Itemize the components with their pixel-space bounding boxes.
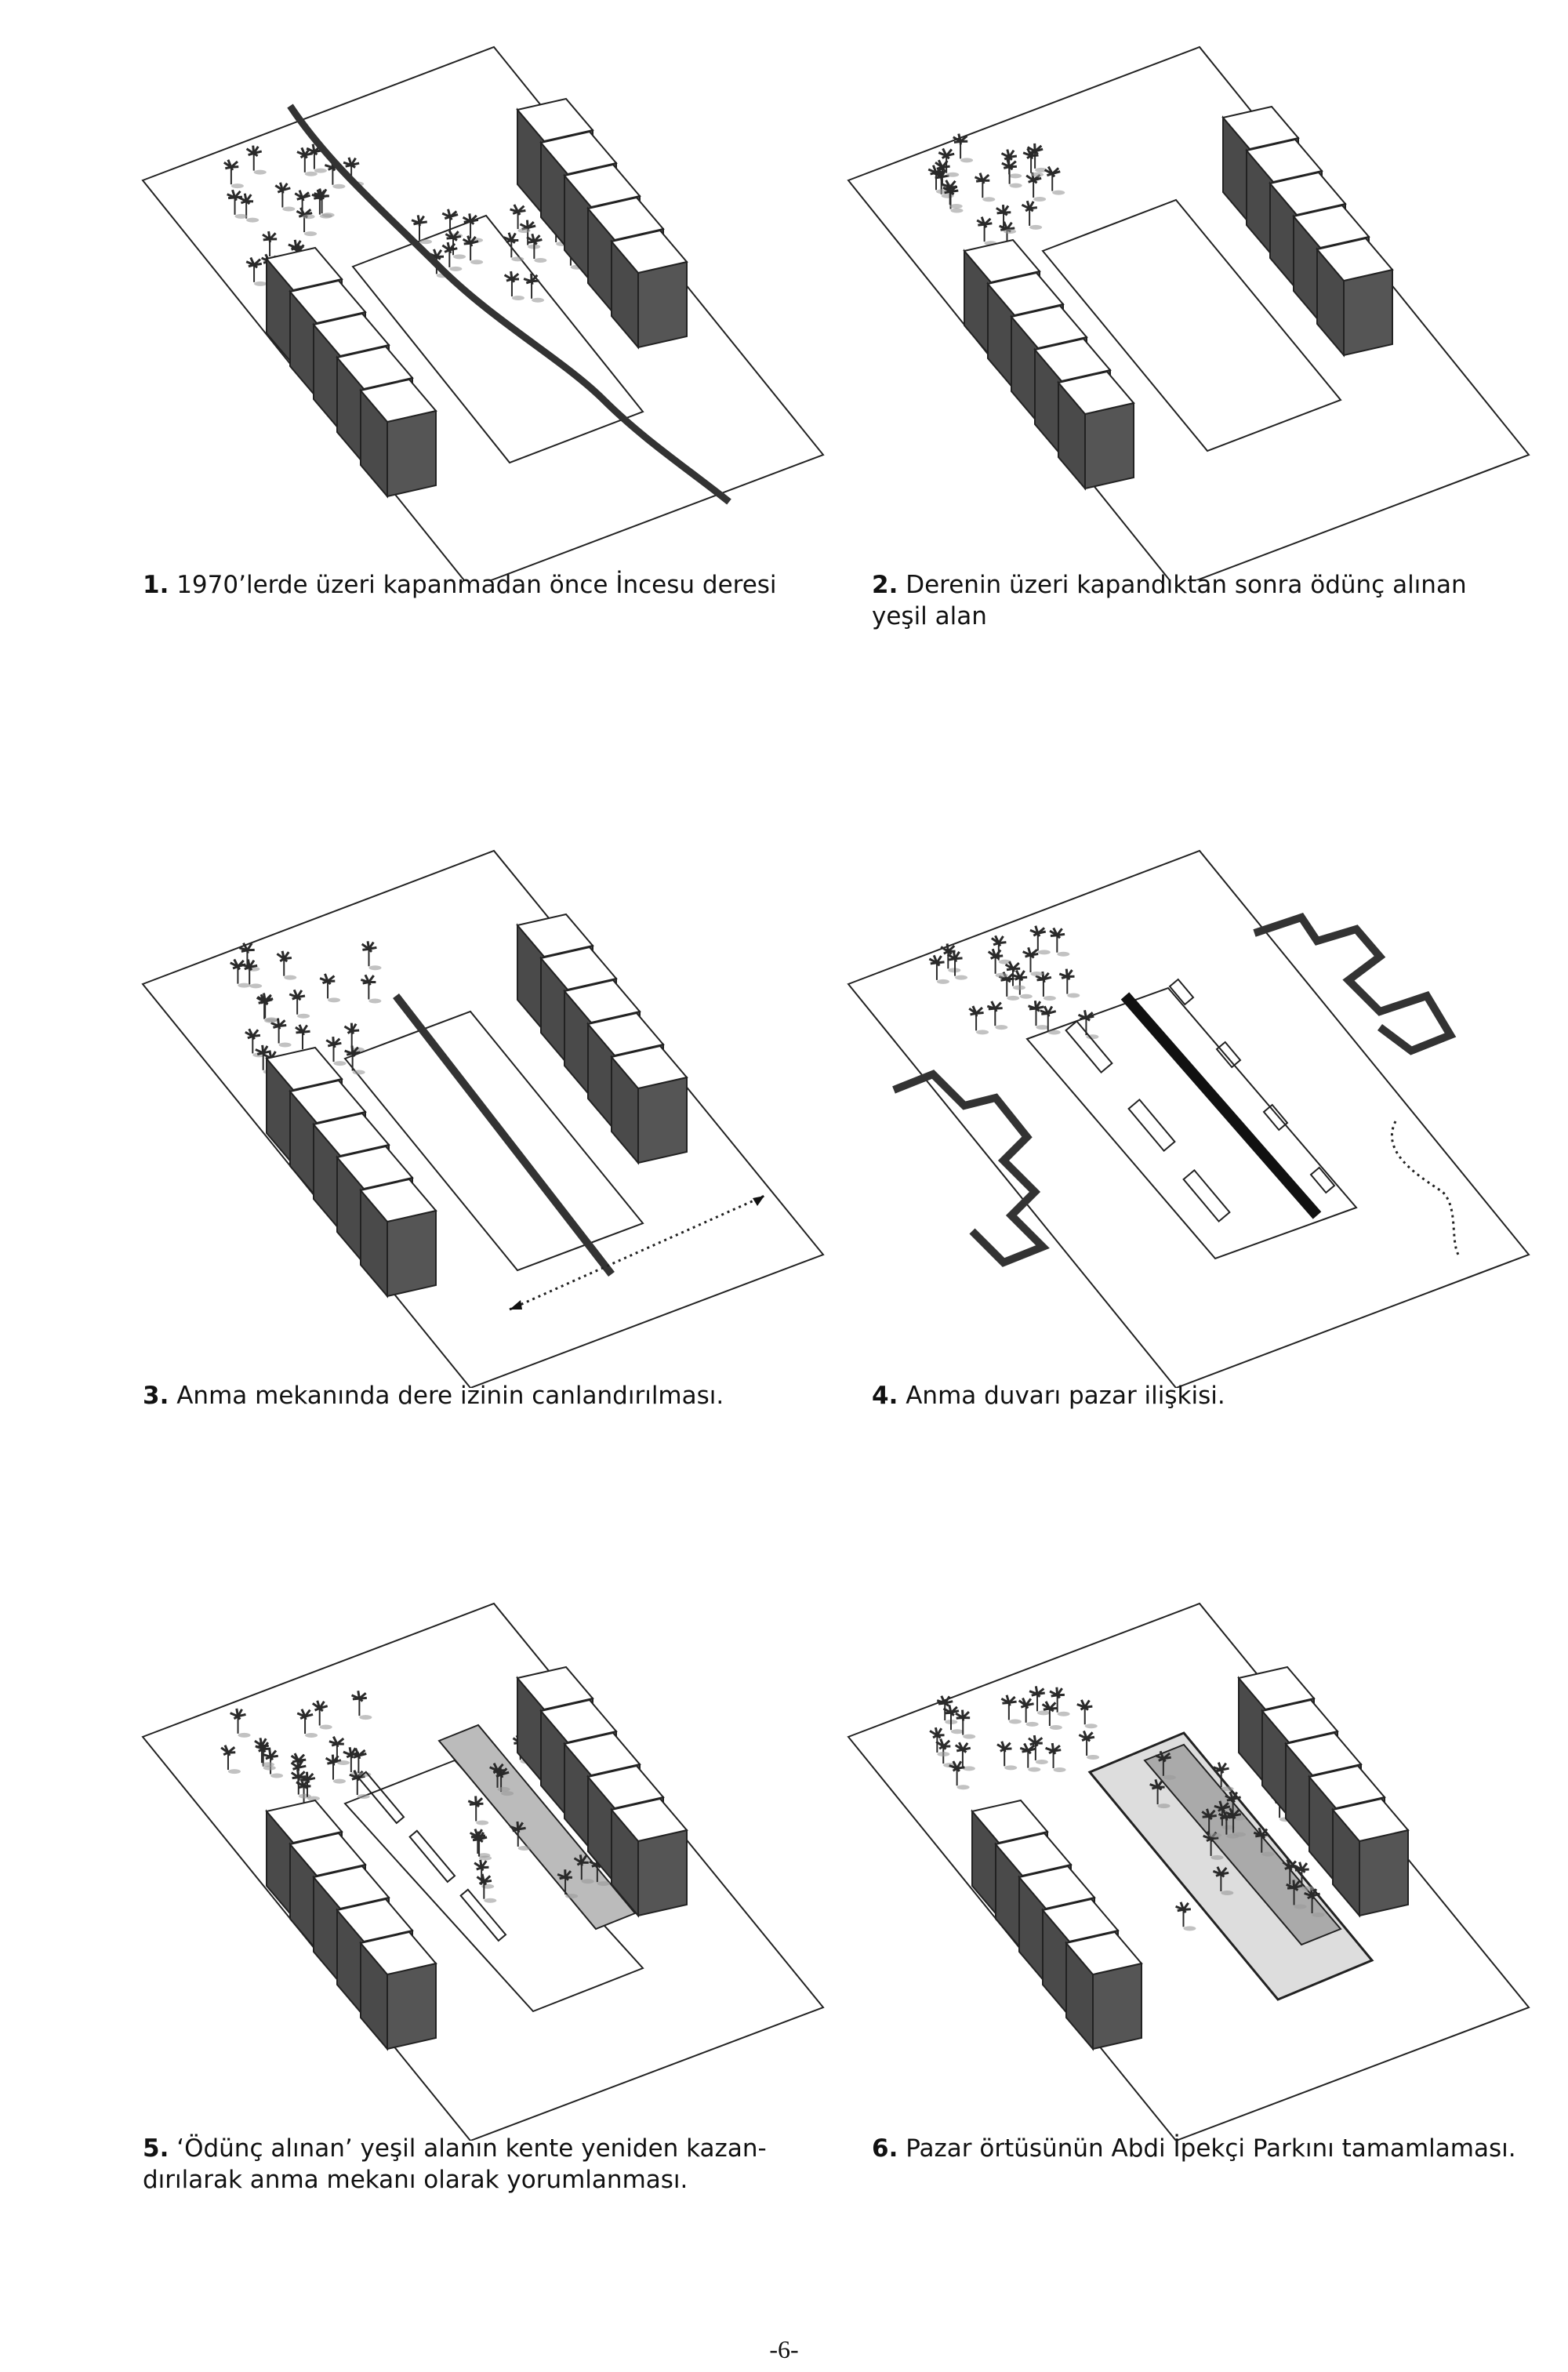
tree-icon [221, 1745, 241, 1774]
tree-icon [969, 1006, 989, 1034]
buildings-southwest [972, 1800, 1142, 2049]
tree-icon [352, 1691, 372, 1720]
tree-icon [362, 941, 382, 970]
tree-icon [1001, 1695, 1022, 1724]
tree-icon [1030, 926, 1051, 955]
building-footprints [894, 917, 1450, 1262]
tree-icon [944, 1705, 964, 1734]
tree-icon [296, 208, 317, 236]
tree-icon [361, 975, 381, 1003]
tree-icon [289, 990, 310, 1018]
site-outline [143, 1604, 823, 2141]
tree-icon [949, 1761, 970, 1789]
trees-north [221, 1691, 372, 1807]
tree-icon [977, 217, 996, 246]
diagram-1-incesu-river [125, 31, 862, 580]
building-block [1058, 372, 1134, 489]
tree-icon [247, 146, 267, 175]
tree-icon [230, 1709, 251, 1738]
tree-icon [992, 935, 1011, 964]
tree-icon [1012, 970, 1033, 998]
tree-icon [1079, 1731, 1099, 1760]
building-block [361, 1179, 436, 1296]
tree-icon [326, 1755, 346, 1784]
diagram-1-drawing [125, 31, 862, 580]
caption-6: 6. Pazar örtüsünün Abdi İpekçi Parkını tamamlaması. [872, 2134, 1516, 2163]
tree-icon [314, 189, 335, 218]
buildings-northeast [517, 914, 687, 1163]
tree-icon [948, 951, 967, 980]
diagram-2-borrowed-green [831, 31, 1568, 580]
tree-icon [1077, 1700, 1098, 1728]
caption-3: 3. Anma mekanında dere izinin canlandırılması. [143, 1382, 724, 1410]
trees-north [928, 134, 1065, 251]
tree-icon [326, 1037, 346, 1066]
tree-icon [224, 160, 244, 188]
caption-1: 1. 1970’lerde üzeri kapanmadan önce İncesu deresi [143, 571, 777, 599]
tree-icon [1020, 1743, 1040, 1771]
tree-icon [987, 1001, 1007, 1030]
dashed-path-arrow [1392, 1121, 1458, 1255]
diagram-6-drawing [831, 1592, 1568, 2141]
tree-icon [510, 205, 531, 233]
tree-icon [1002, 159, 1022, 188]
tree-icon [1176, 1902, 1196, 1931]
tree-icon [1019, 1698, 1039, 1726]
tree-icon [320, 974, 340, 1003]
diagram-5-drawing [125, 1592, 862, 2141]
tree-icon [1045, 167, 1065, 195]
site-outline [143, 851, 823, 1388]
diagram-3-river-trace [125, 839, 862, 1388]
tree-icon [1046, 1743, 1066, 1772]
tree-icon [524, 274, 544, 303]
buildings-northeast [1223, 107, 1392, 355]
building-block [361, 380, 436, 496]
buildings-northeast [517, 99, 687, 347]
tree-icon [503, 233, 524, 262]
diagram-2-drawing [831, 31, 1568, 580]
tree-icon [313, 1701, 332, 1730]
tree-icon [275, 183, 295, 212]
tree-icon [929, 955, 949, 984]
building-block [612, 231, 687, 347]
tree-icon [520, 220, 540, 249]
building-block [612, 1799, 687, 1916]
buildings-southwest [267, 1048, 436, 1296]
building-block [612, 1046, 687, 1163]
memorial-wall [1125, 996, 1317, 1215]
site-outline [848, 851, 1529, 1388]
tree-icon [297, 1709, 318, 1738]
tree-icon [505, 271, 524, 300]
buildings-southwest [964, 240, 1134, 489]
caption-5: 5. ‘Ödünç alınan’ yeşil alanın kente yeniden kazan- dırılarak anma mekanı olarak yorumlanması. [143, 2134, 767, 2194]
tree-icon [470, 1829, 491, 1858]
diagram-6-market-canopy [831, 1592, 1568, 2141]
building-block [1333, 1799, 1408, 1916]
tree-icon [271, 1019, 292, 1048]
diagram-3-drawing [125, 839, 862, 1388]
tree-icon [468, 1796, 488, 1825]
tree-icon [277, 951, 296, 980]
tree-icon [953, 134, 973, 163]
site-outline [143, 47, 823, 580]
tree-icon [442, 209, 463, 238]
page-number: -6- [769, 2335, 799, 2363]
trees-north [930, 1686, 1099, 1789]
building-block [361, 1932, 436, 2049]
tree-icon [1043, 1702, 1062, 1730]
tree-icon [1022, 201, 1042, 230]
tree-icon [997, 1742, 1017, 1771]
tree-icon [1029, 1686, 1050, 1715]
tree-icon [956, 1710, 975, 1739]
buildings-southwest [267, 248, 436, 496]
tree-icon [1029, 1001, 1049, 1030]
caption-4: 4. Anma duvarı pazar ilişkisi. [872, 1382, 1225, 1410]
diagram-4-market-wall [831, 839, 1568, 1388]
caption-2: 2. Derenin üzeri kapandıktan sonra ödünç alınan yeşil alan [872, 571, 1467, 630]
diagram-5-memorial-space [125, 1592, 862, 2141]
building-block [1317, 238, 1392, 355]
tree-icon [1050, 928, 1069, 956]
tree-icon [1059, 969, 1080, 998]
building-block [1066, 1932, 1142, 2049]
movement-arrow [510, 1196, 764, 1310]
tree-icon [344, 1023, 364, 1052]
site-outline [848, 47, 1529, 580]
tree-icon [975, 173, 996, 202]
diagram-4-drawing [831, 839, 1568, 1388]
